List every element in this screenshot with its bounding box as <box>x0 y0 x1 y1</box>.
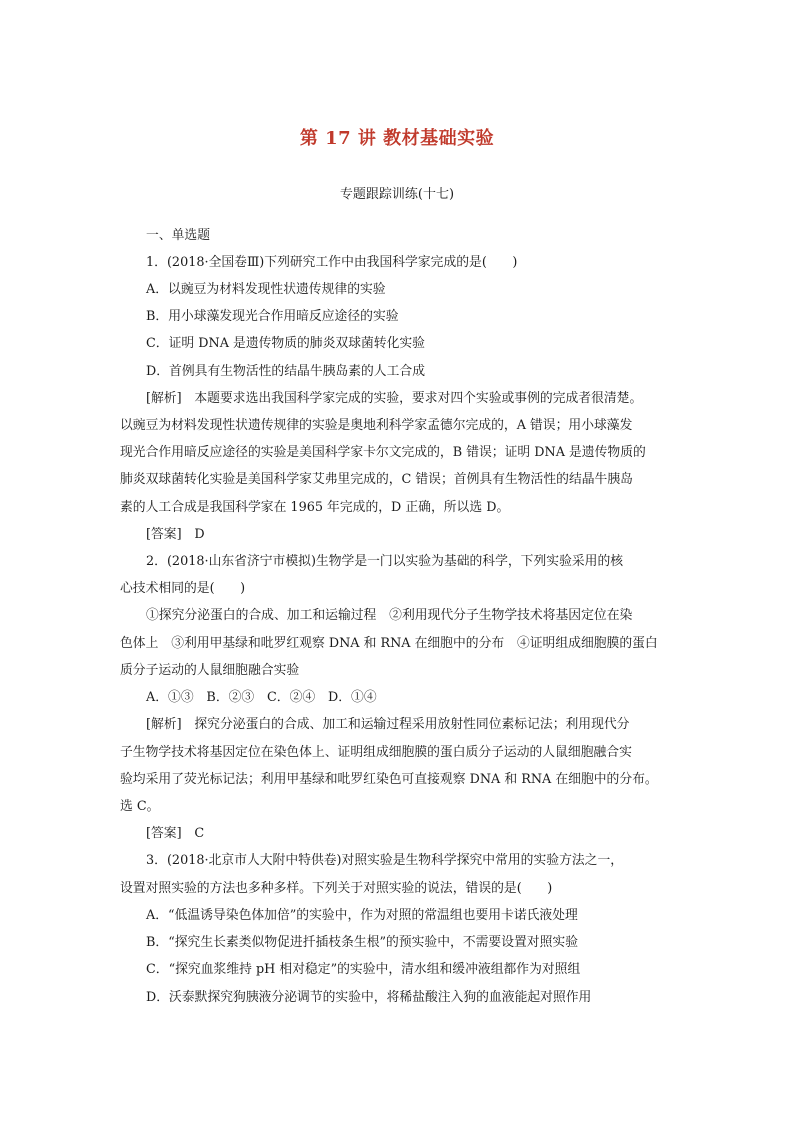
q2-analysis-line: 验均采用了荧光标记法；利用甲基绿和吡罗红染色可直接观察 DNA 和 RNA 在细胞中的分布。 <box>120 772 658 787</box>
q1-analysis-line: 肺炎双球菌转化实验是美国科学家艾弗里完成的，C 错误；首例具有生物活性的结晶牛胰岛 <box>120 472 633 487</box>
q3-option-a: A．“低温诱导染色体加倍”的实验中，作为对照的常温组也要用卡诺氏液处理 <box>146 908 578 923</box>
q3-option-d: D．沃泰默探究狗胰液分泌调节的实验中，将稀盐酸注入狗的血液能起对照作用 <box>146 990 592 1005</box>
page-title: 第 17 讲 教材基础实验 <box>299 128 495 149</box>
q1-answer: [答案] D <box>146 527 205 542</box>
q2-options: A．①③ B．②③ C．②④ D．①④ <box>146 690 377 705</box>
q1-analysis-line: [解析] 本题要求选出我国科学家完成的实验，要求对四个实验或事例的完成者很清楚。 <box>146 391 643 406</box>
q2-stem-line: 2．(2018·山东省济宁市模拟)生物学是一门以实验为基础的科学，下列实验采用的核 <box>146 554 624 569</box>
q3-stem-line: 设置对照实验的方法也多种多样。下列关于对照实验的说法，错误的是( ) <box>120 881 553 896</box>
q2-items-line: 色体上 ③利用甲基绿和吡罗红观察 DNA 和 RNA 在细胞中的分布 ④证明组成细胞膜的蛋白 <box>120 636 658 651</box>
q3-option-c: C．“探究血浆维持 pH 相对稳定”的实验中，清水组和缓冲液组都作为对照组 <box>146 962 581 977</box>
q1-option-b: B．用小球藻发现光合作用暗反应途径的实验 <box>146 309 399 324</box>
q2-answer: [答案] C <box>146 826 205 841</box>
q3-stem-line: 3．(2018·北京市人大附中特供卷)对照实验是生物科学探究中常用的实验方法之一， <box>146 853 624 868</box>
q3-option-b: B．“探究生长素类似物促进扦插枝条生根”的预实验中，不需要设置对照实验 <box>146 935 578 950</box>
q2-items-line: ①探究分泌蛋白的合成、加工和运输过程 ②利用现代分子生物学技术将基因定位在染 <box>146 608 633 623</box>
q2-analysis-line: 子生物学技术将基因定位在染色体上、证明组成细胞膜的蛋白质分子运动的人鼠细胞融合实 <box>120 745 632 760</box>
q2-analysis-line: [解析] 探究分泌蛋白的合成、加工和运输过程采用放射性同位素标记法；利用现代分 <box>146 717 630 732</box>
q1-option-c: C．证明 DNA 是遗传物质的肺炎双球菌转化实验 <box>146 336 425 351</box>
q1-option-d: D．首例具有生物活性的结晶牛胰岛素的人工合成 <box>146 364 425 379</box>
q2-stem-line: 心技术相同的是( ) <box>120 581 246 596</box>
q1-analysis-line: 素的人工合成是我国科学家在 1965 年完成的，D 正确，所以选 D。 <box>120 500 510 515</box>
q2-analysis-line: 选 C。 <box>120 799 160 814</box>
q1-analysis-line: 现光合作用暗反应途径的实验是美国科学家卡尔文完成的，B 错误；证明 DNA 是遗传物质的 <box>120 445 646 460</box>
q1-option-a: A．以豌豆为材料发现性状遗传规律的实验 <box>146 282 386 297</box>
q1-analysis-line: 以豌豆为材料发现性状遗传规律的实验是奥地利科学家孟德尔完成的，A 错误；用小球藻发 <box>120 418 633 433</box>
q2-items-line: 质分子运动的人鼠细胞融合实验 <box>120 663 300 678</box>
section-heading: 一、单选题 <box>146 228 210 243</box>
q1-stem: 1．(2018·全国卷Ⅲ)下列研究工作中由我国科学家完成的是( ) <box>146 255 518 270</box>
page-subtitle: 专题跟踪训练(十七) <box>339 187 455 202</box>
